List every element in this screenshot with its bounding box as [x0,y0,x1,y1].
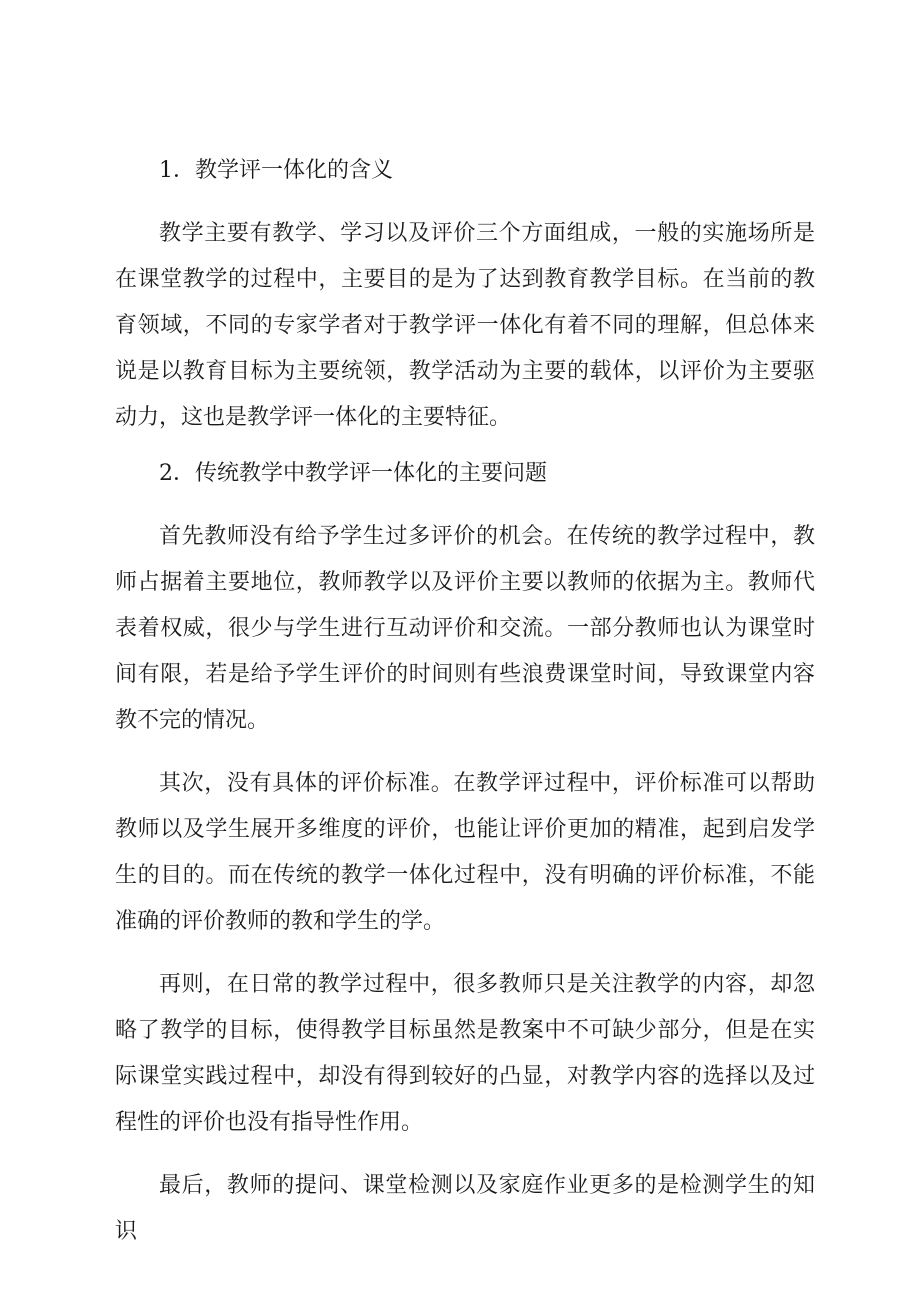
section-heading-2: 2．传统教学中教学评一体化的主要问题 [159,461,547,486]
document-body [115,155,815,1272]
paragraph: 其次，没有具体的评价标准。在教学评过程中，评价标准可以帮助教师以及学生展开多维度的评价，也能让评价更加的精准，起到启发学生的目的。而在传统的教学一体化过程中，没有明确的评价标准，不能准确的评价教师的教和学生的学。 [115,771,815,934]
paragraph: 教学主要有教学、学习以及评价三个方面组成，一般的实施场所是在课堂教学的过程中，主要目的是为了达到教育教学目标。在当前的教育领域，不同的专家学者对于教学评一体化有着不同的理解，但总体来说是以教育目标为主要统领，教学活动为主要的载体，以评价为主要驱动力，这也是教学评一体化的主要特征。 [115,221,815,430]
section-heading-1: 1．教学评一体化的含义 [159,158,393,183]
paragraph: 首先教师没有给予学生过多评价的机会。在传统的教学过程中，教师占据着主要地位，教师教学以及评价主要以教师的依据为主。教师代表着权威，很少与学生进行互动评价和交流。一部分教师也认为课堂时间有限，若是给予学生评价的时间则有些浪费课堂时间，导致课堂内容教不完的情况。 [115,524,815,733]
paragraph-truncated: 最后，教师的提问、课堂检测以及家庭作业更多的是检测学生的知识 [115,1173,815,1244]
paragraph: 再则，在日常的教学过程中，很多教师只是关注教学的内容，却忽略了教学的目标，使得教学目标虽然是教案中不可缺少部分，但是在实际课堂实践过程中，却没有得到较好的凸显，对教学内容的选择以及过程性的评价也没有指导性作用。 [115,972,815,1135]
